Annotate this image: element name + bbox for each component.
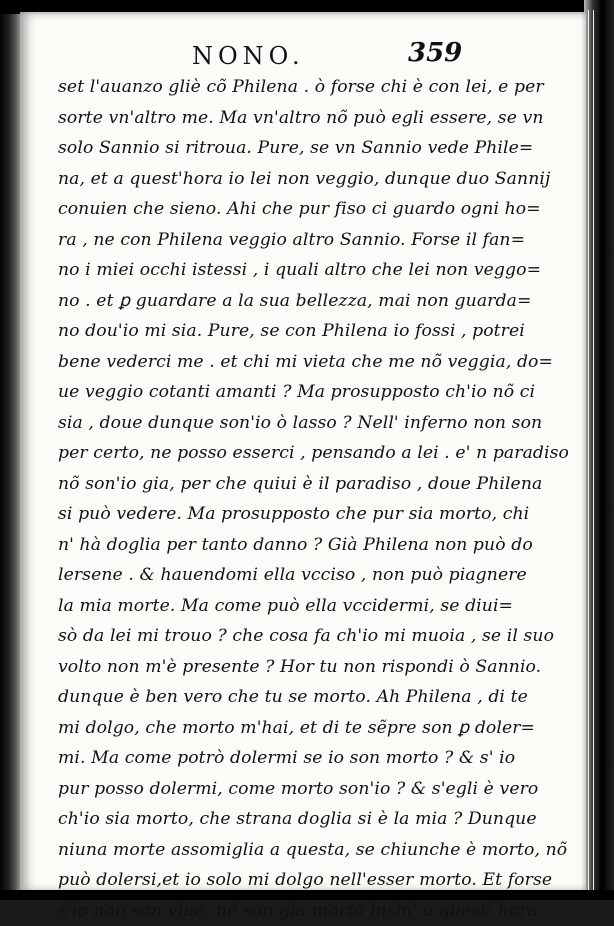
text-line: nõ son'io gia, per che quiui è il paradiso , doue Philena: [58, 469, 578, 500]
text-line: conuien che sieno. Ahi che pur fiso ci guardo ogni ho=: [58, 194, 578, 225]
right-page-edge: [584, 0, 614, 900]
text-line: sia , doue dunque son'io ò lasso ? Nell' inferno non son: [58, 408, 578, 439]
text-line: ra , ne con Philena veggio altro Sannio. Forse il fan=: [58, 225, 578, 256]
page-edge-line: [593, 10, 594, 890]
text-line: ue veggio cotanti amanti ? Ma prosupposto ch'io nõ ci: [58, 377, 578, 408]
text-line: s'io non son viuo, nõ son gia morto insin' a quest' hora.: [58, 896, 578, 926]
page-number: 359: [408, 38, 462, 68]
text-line: la mia morte. Ma come può ella vccidermi, se diui=: [58, 591, 578, 622]
text-line: pur posso dolermi, come morto son'io ? & s'egli è vero: [58, 774, 578, 805]
text-line: ch'io sia morto, che strana doglia si è la mia ? Dunque: [58, 804, 578, 835]
text-line: volto non m'è presente ? Hor tu non rispondi ò Sannio.: [58, 652, 578, 683]
text-line: set l'auanzo gliè cõ Philena . ò forse chi è con lei, e per: [58, 72, 578, 103]
text-line: sorte vn'altro me. Ma vn'altro nõ può egli essere, se vn: [58, 103, 578, 134]
text-line: na, et a quest'hora io lei non veggio, dunque duo Sannij: [58, 164, 578, 195]
book-page: [20, 12, 586, 892]
text-line: dunque è ben vero che tu se morto. Ah Philena , di te: [58, 682, 578, 713]
text-line: mi. Ma come potrò dolermi se io son morto ? & s' io: [58, 743, 578, 774]
text-line: no . et ꝑ guardare a la sua bellezza, mai non guarda=: [58, 286, 578, 317]
text-block: [58, 72, 578, 926]
text-line: niuna morte assomiglia a questa, se chiunche è morto, nõ: [58, 835, 578, 866]
running-head: [20, 32, 586, 72]
text-line: n' hà doglia per tanto danno ? Già Philena non può do: [58, 530, 578, 561]
running-title: NONO.: [192, 42, 305, 70]
text-line: bene vederci me . et chi mi vieta che me nõ veggia, do=: [58, 347, 578, 378]
text-line: lersene . & hauendomi ella vcciso , non può piagnere: [58, 560, 578, 591]
text-line: mi dolgo, che morto m'hai, et di te sẽpre son ꝑ doler=: [58, 713, 578, 744]
text-line: può dolersi,et io solo mi dolgo nell'esser morto. Et forse: [58, 865, 578, 896]
text-line: no dou'io mi sia. Pure, se con Philena io fossi , potrei: [58, 316, 578, 347]
text-line: per certo, ne posso esserci , pensando a lei . e' n paradiso: [58, 438, 578, 469]
bottom-edge: [0, 890, 614, 900]
text-line: solo Sannio si ritroua. Pure, se vn Sannio vede Phile=: [58, 133, 578, 164]
text-line: no i miei occhi istessi , i quali altro che lei non veggo=: [58, 255, 578, 286]
book-spine-shadow: [0, 0, 22, 900]
page-edge-line: [588, 10, 589, 890]
text-line: si può vedere. Ma prosupposto che pur sia morto, chi: [58, 499, 578, 530]
text-line: sò da lei mi trouo ? che cosa fa ch'io mi muoia , se il suo: [58, 621, 578, 652]
